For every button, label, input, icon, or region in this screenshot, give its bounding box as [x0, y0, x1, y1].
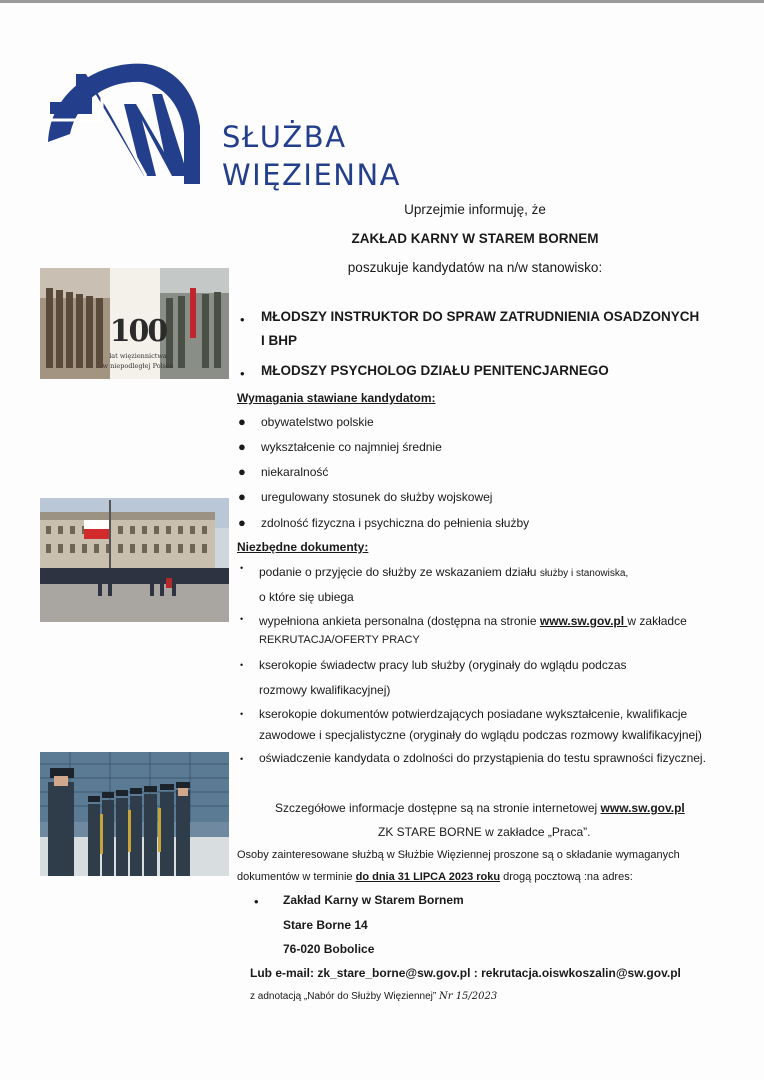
info-line-3: Osoby zainteresowane służbą w Służbie Więziennej proszone są o składanie wymaganych	[237, 849, 680, 861]
email-separator: :	[470, 966, 482, 980]
intro-line-1: Uprzejmie informuję, że	[404, 202, 546, 217]
position-1-line-2: I BHP	[261, 333, 298, 348]
sw-website-link[interactable]: www.sw.gov.pl	[539, 614, 628, 628]
top-border	[0, 0, 764, 3]
annotation-line	[250, 991, 497, 1002]
requirement-item: obywatelstwo polskie	[261, 415, 374, 429]
sw-website-link-2[interactable]: www.sw.gov.pl	[600, 801, 685, 815]
document-bullet: •	[240, 660, 244, 670]
document-2-line-1	[259, 614, 687, 628]
institution-name: ZAKŁAD KARNY W STAREM BORNEM	[351, 231, 599, 246]
position-bullet-1: •	[240, 312, 245, 327]
document-3-line-2: rozmowy kwalifikacyjnej)	[259, 683, 391, 697]
requirement-bullet: ●	[238, 414, 246, 429]
document-bullet: •	[240, 754, 244, 764]
email-link-zk[interactable]: zk_stare_borne@sw.gov.pl	[317, 966, 471, 980]
email-link-oisw[interactable]: rekrutacja.oiswkoszalin@sw.gov.pl	[481, 966, 681, 980]
document-4-line-1: kserokopie dokumentów potwierdzających posiadane wykształcenie, kwalifikacje	[259, 707, 688, 721]
document-3-line-1: kserokopie świadectw pracy lub służby (oryginały do wglądu podczas	[259, 658, 627, 672]
logo-line-1: SŁUŻBA	[222, 120, 347, 154]
document-1-text-small: służby i stanowiska,	[539, 568, 629, 579]
position-bullet-2: •	[240, 366, 245, 381]
requirement-bullet: ●	[238, 439, 246, 454]
address-bullet: •	[254, 894, 259, 909]
document-2-line-2: REKRUTACJA/OFERTY PRACY	[259, 634, 420, 646]
deadline: do dnia 31 LIPCA 2023 roku	[355, 871, 501, 883]
document-bullet: •	[240, 563, 244, 573]
requirement-item: zdolność fizyczna i psychiczna do pełnienia służby	[261, 516, 530, 530]
address-line-3: 76-020 Bobolice	[283, 942, 375, 956]
info-line-2: ZK STARE BORNE w zakładce „Praca”.	[378, 825, 591, 839]
info-text: dokumentów w terminie	[237, 871, 356, 883]
email-line	[250, 966, 681, 980]
document-2-text-tail: w zakładce	[627, 614, 687, 628]
intro-line-3: poszukuje kandydatów na n/w stanowisko:	[347, 260, 603, 275]
requirements-heading: Wymagania stawiane kandydatom:	[237, 391, 436, 405]
requirement-bullet: ●	[238, 489, 246, 504]
requirement-item: wykształcenie co najmniej średnie	[261, 440, 442, 454]
info-line-1	[275, 801, 685, 815]
document-2-text: wypełniona ankieta personalna (dostępna na stronie	[259, 614, 540, 628]
sluzba-wiezienna-logo	[46, 56, 206, 190]
badge-text-1: lat więziennictwa	[109, 352, 167, 360]
requirement-item: uregulowany stosunek do służby wojskowej	[261, 490, 493, 504]
documents-heading: Niezbędne dokumenty:	[237, 540, 369, 554]
info-text: Szczegółowe informacje dostępne są na stronie internetowej	[275, 801, 601, 815]
document-bullet: •	[240, 709, 244, 719]
email-prefix: Lub e-mail:	[250, 966, 318, 980]
address-line-1: Zakład Karny w Starem Bornem	[283, 893, 464, 907]
document-1-line-1	[259, 565, 628, 579]
officers-image	[40, 752, 229, 876]
ceremony-image	[40, 498, 229, 622]
badge-number: 100	[109, 314, 167, 349]
position-1-line-1: MŁODSZY INSTRUKTOR DO SPRAW ZATRUDNIENIA OSADZONYCH	[261, 309, 700, 324]
annotation-text: z adnotacją „Nabór do Służby Więziennej”	[250, 991, 439, 1002]
logo-line-2: WIĘZIENNA	[222, 158, 402, 192]
annotation-number: Nr 15/2023	[438, 991, 498, 1002]
badge-text-2: w niepodległej Polsce	[102, 362, 174, 370]
info-line-4	[237, 871, 633, 883]
info-text: drogą pocztową :na adres:	[500, 871, 633, 883]
centenary-photo	[40, 268, 229, 379]
position-2: MŁODSZY PSYCHOLOG DZIAŁU PENITENCJARNEGO	[261, 363, 609, 378]
address-line-2: Stare Borne 14	[283, 918, 368, 932]
ceremony-photo	[40, 498, 229, 622]
document-4-line-2: zawodowe i specjalistyczne (oryginały do wglądu podczas rozmowy kwalifikacyjnej)	[259, 728, 702, 742]
document-5-line-1: oświadczenie kandydata o zdolności do przystąpienia do testu sprawności fizycznej.	[259, 751, 706, 765]
logo-wordmark	[222, 118, 401, 194]
requirement-item: niekaralność	[261, 465, 329, 479]
requirement-bullet: ●	[238, 464, 246, 479]
document-1-text: podanie o przyjęcie do służby ze wskazaniem działu	[259, 565, 540, 579]
officers-photo	[40, 752, 229, 876]
document-1-line-2: o które się ubiega	[259, 590, 354, 604]
document-bullet: •	[240, 614, 244, 624]
requirement-bullet: ●	[238, 515, 246, 530]
